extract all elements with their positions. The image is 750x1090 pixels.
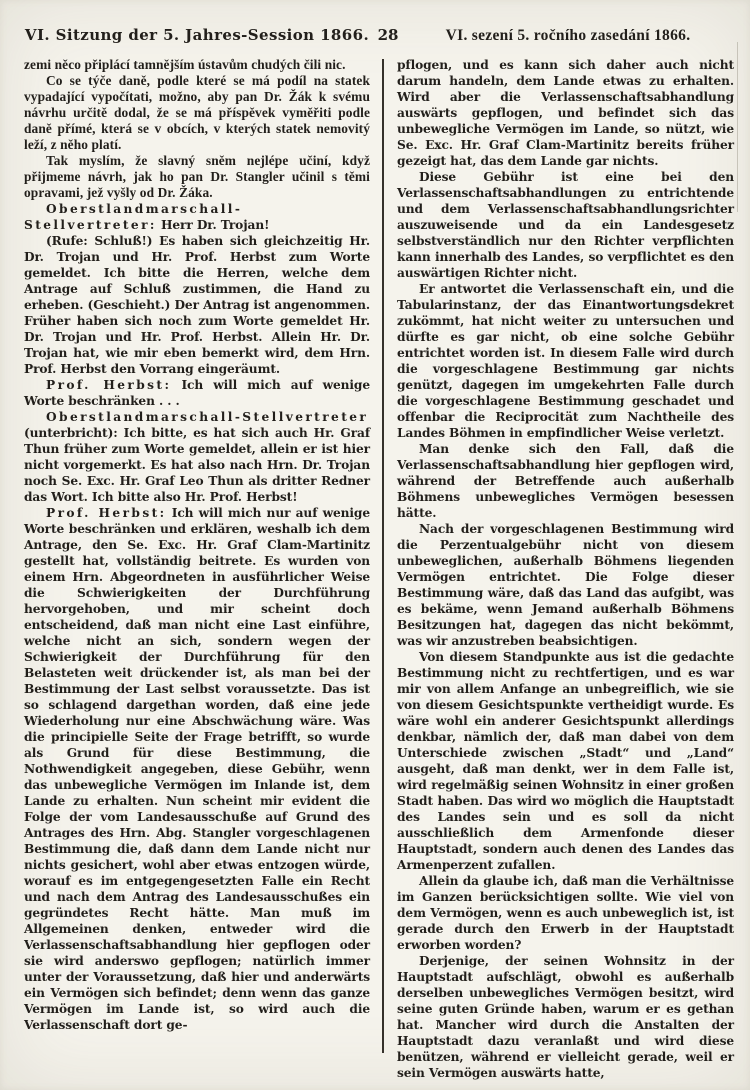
- paragraph: [397, 521, 734, 649]
- paragraph: [24, 377, 370, 409]
- scan-artifact-line: [737, 42, 738, 212]
- paragraph: [24, 409, 370, 505]
- paragraph: [24, 57, 370, 73]
- speaker-name: Oberstlandmarschall-Stellvertreter:: [24, 202, 243, 232]
- right-column: [384, 57, 734, 1081]
- paragraph-text: Man denke sich den Fall, daß die Verlassenschaftsabhandlung hier gepflogen wird, während der Betreffende auch außerhalb Böhmens unbewegliches Vermögen besessen hätte.: [397, 442, 734, 520]
- speaker-name: Prof. Herbst:: [46, 506, 167, 520]
- paragraph-text: Von diesem Standpunkte aus ist die gedachte Bestimmung nicht zu rechtfertigen, und es war mir von allem Anfange an unbegreiflich, wie sie von diesem Gesichtspunkte vertheidigt wurde. Es wäre wohl ein anderer Gesichtspunkt allerdings denkbar, nämlich der, daß man dabei von dem Unterschiede zwischen „Stadt“ und „Land“ ausgeht, daß man denkt, wer in dem Falle ist, wird regelmäßig seinen Wohnsitz in einer großen Stadt haben. Das wird wo möglich die Hauptstadt des Landes sein und es soll da nicht ausschließlich dem Armenfonde dieser Hauptstadt, sondern auch denen des Landes das Armenperzent zufallen.: [397, 650, 734, 872]
- paragraph: [397, 649, 734, 873]
- paragraph-text: Allein da glaube ich, daß man die Verhältnisse im Ganzen berücksichtigen sollte. Wie viel von dem Vermögen, wenn es auch unbeweglich ist, ist gerade durch den Erwerb in der Hauptstadt erworben worden?: [397, 874, 734, 952]
- text-columns: [0, 51, 750, 1081]
- paragraph-text: Herr Dr. Trojan!: [160, 218, 270, 232]
- header-title-german: VI. Sitzung der 5. Jahres-Session 1866.: [24, 26, 370, 44]
- paragraph: [397, 57, 734, 169]
- paragraph-text: Co se týče daně, podle které se má podíl na statek vypadající vypočítati, možno, aby pan Dr. Žák k svému návrhu určitě dodal, že se má příspěvek vyměřiti podle daně přímé, která se v obcích, v kterých statek nemovitý leží, z něho platí.: [24, 73, 370, 152]
- paragraph-text: Diese Gebühr ist eine bei den Verlassenschaftsabhandlungen zu entrichtende und dem Verlassenschaftsabhandlungsrichter auszuweisende und da ein Landesgesetz selbstverständlich nur den Richter verpflichten kann innerhalb des Landes, so verpflichtet es den auswärtigen Richter nicht.: [397, 170, 734, 280]
- paragraph: [24, 233, 370, 377]
- left-column: [24, 57, 382, 1081]
- paragraph-text: (Rufe: Schluß!) Es haben sich gleichzeitig Hr. Dr. Trojan und Hr. Prof. Herbst zum Worte gemeldet. Ich bitte die Herren, welche dem Antrage auf Schluß zustimmen, die Hand zu erheben. (Geschieht.) Der Antrag ist angenommen. Früher haben sich noch zum Worte gemeldet Hr. Dr. Trojan und Hr. Prof. Herbst. Allein Hr. Dr. Trojan hat, wie mir eben bemerkt wird, dem Hrn. Prof. Herbst den Vorrang eingeräumt.: [24, 234, 370, 376]
- paragraph: [397, 953, 734, 1081]
- paragraph-text: zemi něco připlácí tamnějším ústavům chudých čili nic.: [24, 57, 346, 72]
- speaker-name: Oberstlandmarschall-Stellvertreter: [46, 410, 369, 424]
- paragraph: [24, 153, 370, 201]
- paragraph: [24, 201, 370, 233]
- page-number: 28: [377, 26, 399, 44]
- paragraph-text: (unterbricht): Ich bitte, es hat sich auch Hr. Graf Thun früher zum Worte gemeldet, allein er ist hier nicht vorgemerkt. Es hat also nach Hrn. Dr. Trojan noch Se. Exc. Hr. Graf Leo Thun als dritter Redner das Wort. Ich bitte also Hr. Prof. Herbst!: [24, 426, 370, 504]
- paragraph-text: Er antwortet die Verlassenschaft ein, und die Tabularinstanz, der das Einantwortungsdekret zukömmt, hat nicht weiter zu untersuchen und dürfte es gar nicht, ob eine solche Gebühr entrichtet worden ist. In diesem Falle wird durch die vorgeschlagene Bestimmung gar nichts genützt, dagegen im umgekehrten Falle durch die vorgeschlagene Bestimmung geschadet und offenbar die Reciprocität zum Nachtheile des Landes Böhmen in empfindlicher Weise verletzt.: [397, 282, 734, 440]
- header-title-czech: VI. sezení 5. ročního zasedání 1866.: [445, 27, 691, 44]
- page-header: [0, 0, 750, 51]
- paragraph: [397, 169, 734, 281]
- paragraph: [24, 73, 370, 153]
- paragraph-text: Ich will mich auf wenige Worte beschränken . . .: [24, 378, 370, 408]
- paragraph-text: Tak myslím, že slavný sněm nejlépe učiní, když přijmeme návrh, jak ho pan Dr. Stangler učinil s těmi opravami, jež vyšly od Dr. Žáka.: [24, 153, 370, 200]
- paragraph-text: Ich will mich nur auf wenige Worte beschränken und erklären, weshalb ich dem Antrage, den Se. Exc. Hr. Graf Clam-Martinitz gestellt hat, vollständig beitrete. Es wurden von einem Hrn. Abgeordneten in ausführlicher Weise die Schwierigkeiten der Durchführung hervorgehoben, und mir scheint doch entscheidend, daß man nicht eine Last einführe, welche nicht an sich, sondern wegen der Schwierigkeit der Durchführung für den Belasteten weit drückender ist, als man bei der Bestimmung der Last selbst voraussetzte. Das ist so schlagend dargethan worden, daß eine jede Wiederholung nur eine Abschwächung wäre. Was die principielle Seite der Frage betrifft, so wurde als Grund für diese Bestimmung, die Nothwendigkeit angegeben, diese Gebühr, wenn das unbewegliche Vermögen im Inlande ist, dem Lande zu erhalten. Nun scheint mir evident die Folge der vom Landesausschuße auf Grund des Antrages des Hrn. Abg. Stangler vorgeschlagenen Bestimmung die, daß dann dem Lande nicht nur nichts gesichert, wohl aber etwas entzogen würde, worauf es im entgegengesetzten Falle ein Recht und nach dem Antrag des Landesausschußes ein gegründetes Recht hätte. Man muß im Allgemeinen denken, entweder wird die Verlassenschaftsabhandlung hier gepflogen oder sie wird anderswo gepflogen; natürlich immer unter der Voraussetzung, daß hier und anderwärts ein Vermögen sich befindet; denn wenn das ganze Vermögen im Lande ist, so wird auch die Verlassenschaft dort ge-: [24, 506, 370, 1032]
- paragraph-text: pflogen, und es kann sich daher auch nicht darum handeln, dem Lande etwas zu erhalten. Wird aber die Verlassenschaftsabhandlung auswärts gepflogen, und befindet sich das unbewegliche Vermögen im Lande, so nützt, wie Se. Exc. Hr. Graf Clam-Martinitz bereits früher gezeigt hat, das dem Lande gar nichts.: [397, 58, 734, 168]
- paragraph: [24, 505, 370, 1033]
- paragraph-text: Derjenige, der seinen Wohnsitz in der Hauptstadt aufschlägt, obwohl es außerhalb derselben unbewegliches Vermögen besitzt, wird seine guten Gründe haben, warum er es gethan hat. Mancher wird durch die Anstalten der Hauptstadt dazu veranlaßt und wird diese benützen, während er vielleicht gerade, weil er sein Vermögen auswärts hatte,: [397, 954, 734, 1080]
- speaker-name: Prof. Herbst:: [46, 378, 172, 392]
- paragraph: [397, 441, 734, 521]
- paragraph: [397, 281, 734, 441]
- paragraph-text: Nach der vorgeschlagenen Bestimmung wird die Perzentualgebühr nicht von diesem unbeweglichen, außerhalb Böhmens liegenden Vermögen entrichtet. Die Folge dieser Bestimmung wäre, daß das Land das aufgibt, was es bekäme, wenn Jemand außerhalb Böhmens Besitzungen hat, dagegen das nicht bekömmt, was wir anzustreben beabsichtigen.: [397, 522, 734, 648]
- paragraph: [397, 873, 734, 953]
